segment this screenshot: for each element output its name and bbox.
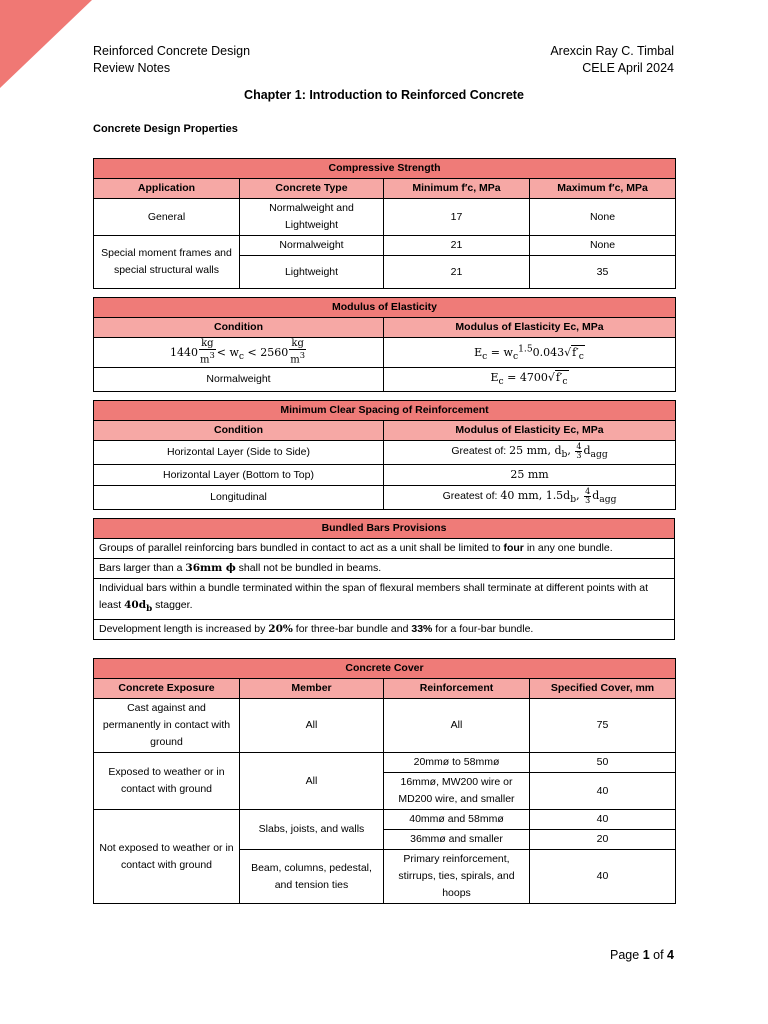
- col-header-condition: Condition: [94, 421, 384, 441]
- compressive-strength-table: [93, 158, 676, 289]
- col-header-modulus: Modulus of Elasticity Ec, MPa: [384, 318, 676, 338]
- table-cell: All: [240, 753, 384, 810]
- chapter-title: Chapter 1: Introduction to Reinforced Concrete: [244, 88, 524, 102]
- table-cell: 40: [530, 773, 676, 810]
- table-title: Compressive Strength: [94, 159, 676, 179]
- col-header-reinforcement: Reinforcement: [384, 679, 530, 699]
- table-cell: Exposed to weather or in contact with ground: [94, 753, 240, 810]
- header-left: [93, 43, 250, 77]
- bundled-bars-table: [93, 518, 675, 640]
- table-cell: Normalweight: [94, 368, 384, 392]
- table-title: Minimum Clear Spacing of Reinforcement: [94, 401, 676, 421]
- header-right: [550, 43, 674, 77]
- modulus-formula-cell: [384, 368, 676, 392]
- table-cell: 25 mm: [384, 465, 676, 486]
- modulus-formula-general: $E_c = w_c^{1.5}0.043√f'_c$: [474, 343, 584, 362]
- table-cell: None: [530, 199, 676, 236]
- col-header-modulus: Modulus of Elasticity Ec, MPa: [384, 421, 676, 441]
- table-cell: 40: [530, 850, 676, 904]
- table-cell: 20: [530, 830, 676, 850]
- provision-row: Bars larger than a 36mm ϕ shall not be bundled in beams.: [94, 559, 675, 579]
- table-cell: Horizontal Layer (Side to Side): [94, 441, 384, 465]
- table-cell: All: [240, 699, 384, 753]
- table-cell: Special moment frames and special structural walls: [94, 236, 240, 289]
- table-cell: 50: [530, 753, 676, 773]
- table-cell: Beam, columns, pedestal, and tension ties: [240, 850, 384, 904]
- doc-subtitle: Review Notes: [93, 61, 171, 75]
- col-header-concrete-type: Concrete Type: [240, 179, 384, 199]
- table-cell: 40: [530, 810, 676, 830]
- table-cell: 35: [530, 256, 676, 289]
- col-header-application: Application: [94, 179, 240, 199]
- col-header-condition: Condition: [94, 318, 384, 338]
- col-header-maximum: Maximum f′c, MPa: [530, 179, 676, 199]
- table-cell: 20mmø to 58mmø: [384, 753, 530, 773]
- col-header-exposure: Concrete Exposure: [94, 679, 240, 699]
- table-cell: 16mmø, MW200 wire or MD200 wire, and smaller: [384, 773, 530, 810]
- table-cell: Cast against and permanently in contact with ground: [94, 699, 240, 753]
- col-header-member: Member: [240, 679, 384, 699]
- table-cell: All: [384, 699, 530, 753]
- table-cell: Primary reinforcement, stirrups, ties, spirals, and hoops: [384, 850, 530, 904]
- table-cell: Horizontal Layer (Bottom to Top): [94, 465, 384, 486]
- table-cell: General: [94, 199, 240, 236]
- spacing-value-cell: Greatest of: 25 mm, $d_b$, $\frac{4}{3}$ $d_{agg}$: [384, 441, 676, 465]
- table-cell: None: [530, 236, 676, 256]
- table-cell: 21: [384, 256, 530, 289]
- concrete-cover-table: [93, 658, 676, 904]
- author-name: Arexcin Ray C. Timbal: [550, 44, 674, 58]
- provision-row: Development length is increased by 20% for three-bar bundle and 33% for a four-bar bundle.: [94, 620, 675, 640]
- modulus-formula-cell: [384, 338, 676, 368]
- table-cell: Slabs, joists, and walls: [240, 810, 384, 850]
- table-cell: 40mmø and 58mmø: [384, 810, 530, 830]
- table-cell: 75: [530, 699, 676, 753]
- spacing-value-cell: Greatest of: 40 mm, $1.5d_b$, $\frac{4}{3}$ $d_{agg}$: [384, 486, 676, 510]
- table-cell: 21: [384, 236, 530, 256]
- modulus-formula-normalweight: $E_c = 4700√f'_c$: [490, 371, 568, 388]
- exam-label: CELE April 2024: [582, 61, 674, 75]
- col-header-minimum: Minimum f′c, MPa: [384, 179, 530, 199]
- course-title: Reinforced Concrete Design: [93, 44, 251, 58]
- table-title: Concrete Cover: [94, 659, 676, 679]
- condition-formula-cell: [94, 338, 384, 368]
- table-cell: Longitudinal: [94, 486, 384, 510]
- provision-row: Groups of parallel reinforcing bars bundled in contact to act as a unit shall be limited to four in any one bundle.: [94, 539, 675, 559]
- modulus-table: [93, 297, 676, 392]
- section-title: Concrete Design Properties: [93, 123, 238, 135]
- page-number: Page 1 of 4: [610, 948, 674, 962]
- table-cell: Normalweight and Lightweight: [240, 199, 384, 236]
- corner-decoration: [0, 0, 92, 88]
- clear-spacing-table: [93, 400, 676, 510]
- table-title: Modulus of Elasticity: [94, 298, 676, 318]
- table-cell: Normalweight: [240, 236, 384, 256]
- col-header-cover: Specified Cover, mm: [530, 679, 676, 699]
- table-cell: Not exposed to weather or in contact with ground: [94, 810, 240, 904]
- provision-row: Individual bars within a bundle terminated within the span of flexural members shall terminate at different points with at least $40d_b$ stagger.: [94, 579, 675, 620]
- density-range-formula: 1440 $\frac{kg}{m^3}$ < $w_c < 2560$ $\frac{kg}{m^3}$: [169, 338, 306, 366]
- table-cell: 17: [384, 199, 530, 236]
- table-title: Bundled Bars Provisions: [94, 519, 675, 539]
- table-cell: 36mmø and smaller: [384, 830, 530, 850]
- table-cell: Lightweight: [240, 256, 384, 289]
